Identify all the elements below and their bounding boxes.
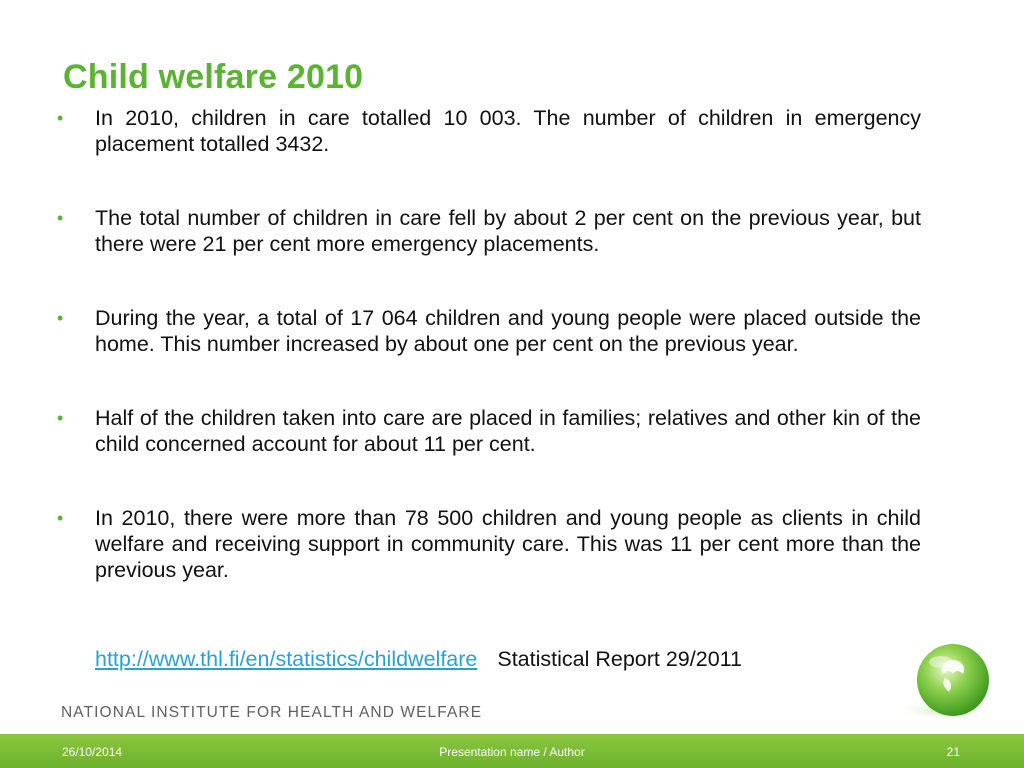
bullet-item xyxy=(55,405,921,457)
bullet-item xyxy=(55,305,921,357)
bullet-marker: • xyxy=(57,308,64,328)
green-orb-leaf-icon xyxy=(895,640,995,725)
bullet-item xyxy=(55,205,921,257)
footer-presentation-name: Presentation name / Author xyxy=(439,745,585,759)
source-link[interactable]: http://www.thl.fi/en/statistics/childwelfare xyxy=(95,647,478,671)
bullet-marker: • xyxy=(57,408,64,428)
source-line xyxy=(95,646,742,672)
bullet-marker: • xyxy=(57,508,64,528)
bullet-text: During the year, a total of 17 064 children and young people were placed outside the home. This number increased by about one per cent on the previous year. xyxy=(95,306,921,356)
bullet-text: The total number of children in care fell by about 2 per cent on the previous year, but there were 21 per cent more emergency placements. xyxy=(95,206,921,256)
bullet-text: In 2010, children in care totalled 10 003. The number of children in emergency placement totalled 3432. xyxy=(95,106,921,156)
footer-page-number: 21 xyxy=(946,745,960,759)
bullet-list xyxy=(55,105,921,631)
bullet-text: Half of the children taken into care are placed in families; relatives and other kin of the child concerned account for about 11 per cent. xyxy=(95,406,921,456)
bullet-item xyxy=(55,105,921,157)
statistical-report-label: Statistical Report 29/2011 xyxy=(497,647,742,671)
footer-bar xyxy=(0,734,1024,768)
footer-date: 26/10/2014 xyxy=(62,745,123,759)
slide-title: Child welfare 2010 xyxy=(63,58,364,96)
bullet-text: In 2010, there were more than 78 500 children and young people as clients in child welfare and receiving support in community care. This was 11 per cent more than the previous year. xyxy=(95,506,921,582)
bullet-item xyxy=(55,505,921,583)
institute-name: NATIONAL INSTITUTE FOR HEALTH AND WELFARE xyxy=(61,704,483,721)
bullet-marker: • xyxy=(57,108,64,128)
bullet-marker: • xyxy=(57,208,64,228)
